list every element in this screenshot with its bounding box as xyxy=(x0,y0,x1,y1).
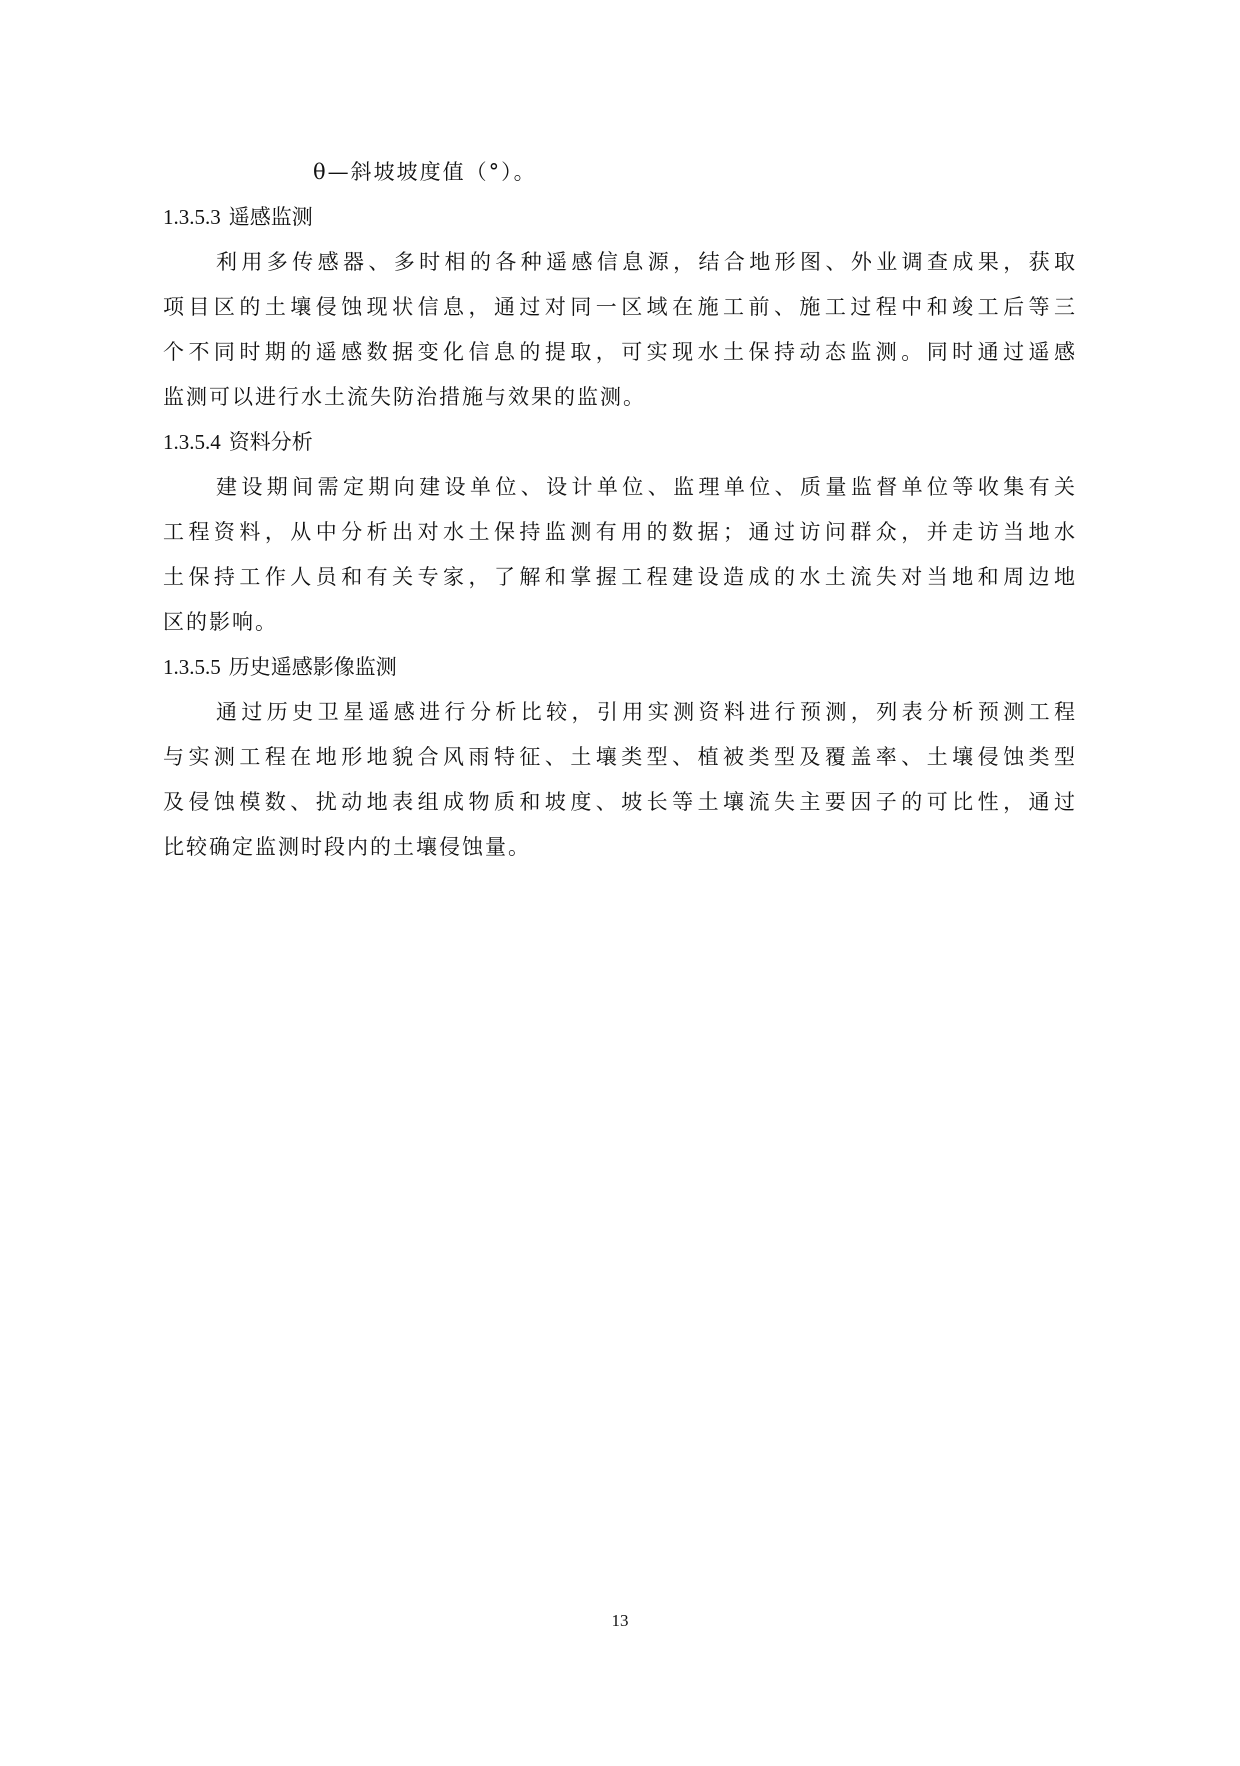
paragraph-remote-sensing xyxy=(163,240,1075,420)
paragraph-line: 与实测工程在地形地貌合风雨特征、土壤类型、植被类型及覆盖率、土壤侵蚀类型 xyxy=(163,745,1075,769)
paragraph-line: 利用多传感器、多时相的各种遥感信息源，结合地形图、外业调查成果，获取 xyxy=(216,250,1075,274)
page-content xyxy=(163,150,1075,870)
section-title: 历史遥感影像监测 xyxy=(228,655,397,679)
paragraph-line: 通过历史卫星遥感进行分析比较，引用实测资料进行预测，列表分析预测工程 xyxy=(216,700,1075,724)
paragraph-line-last: 比较确定监测时段内的土壤侵蚀量。 xyxy=(163,835,531,859)
section-title: 资料分析 xyxy=(228,430,313,454)
section-number: 1.3.5.4 xyxy=(163,430,221,454)
paragraph-historical-imagery xyxy=(163,690,1075,870)
section-number: 1.3.5.5 xyxy=(163,655,221,679)
paragraph-line: 土保持工作人员和有关专家，了解和掌握工程建设造成的水土流失对当地和周边地 xyxy=(163,565,1075,589)
paragraph-line: 工程资料，从中分析出对水土保持监测有用的数据；通过访问群众，并走访当地水 xyxy=(163,520,1075,544)
section-number: 1.3.5.3 xyxy=(163,205,221,229)
paragraph-line: 建设期间需定期向建设单位、设计单位、监理单位、质量监督单位等收集有关 xyxy=(216,475,1075,499)
section-heading-1-3-5-3 xyxy=(163,195,1075,240)
paragraph-line-last: 监测可以进行水土流失防治措施与效果的监测。 xyxy=(163,385,646,409)
paragraph-line: 项目区的土壤侵蚀现状信息，通过对同一区域在施工前、施工过程中和竣工后等三 xyxy=(163,295,1075,319)
paragraph-data-analysis xyxy=(163,465,1075,645)
page-number: 13 xyxy=(611,1611,629,1630)
paragraph-line: 个不同时期的遥感数据变化信息的提取，可实现水土保持动态监测。同时通过遥感 xyxy=(163,340,1075,364)
paragraph-line: 及侵蚀模数、扰动地表组成物质和坡度、坡长等土壤流失主要因子的可比性，通过 xyxy=(163,790,1075,814)
section-heading-1-3-5-5 xyxy=(163,645,1075,690)
theta-definition-line: θ—斜坡坡度值（°）。 xyxy=(313,160,537,184)
section-heading-1-3-5-4 xyxy=(163,420,1075,465)
section-title: 遥感监测 xyxy=(228,205,313,229)
paragraph-line-last: 区的影响。 xyxy=(163,610,278,634)
